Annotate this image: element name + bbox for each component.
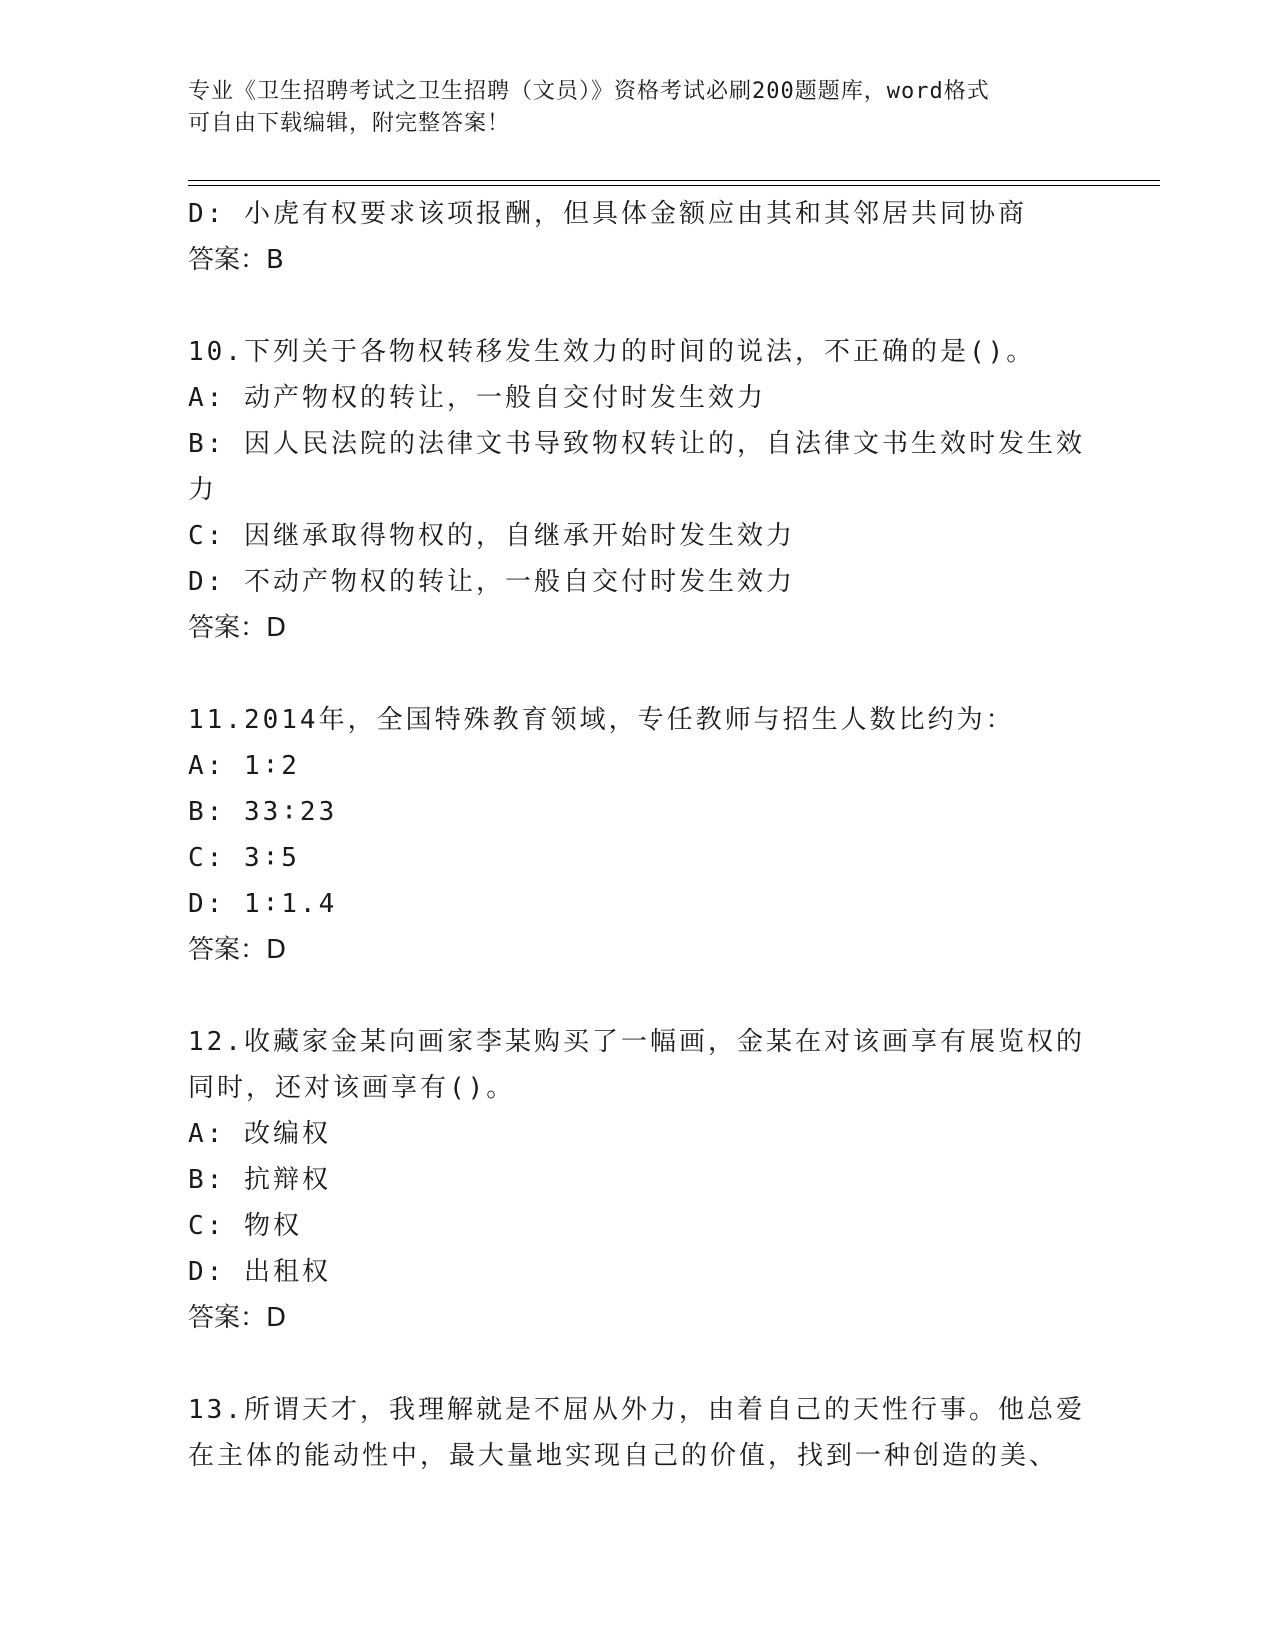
question-text: 11.2014年，全国特殊教育领域，专任教师与招生人数比约为：: [188, 705, 1015, 735]
option-b: B: 抗辩权: [188, 1165, 331, 1195]
question-block-12: [188, 1019, 1088, 1341]
option-c: C: 物权: [188, 1211, 302, 1241]
question-block-11: [188, 697, 1088, 973]
question-text: 10.下列关于各物权转移发生效力的时间的说法，不正确的是()。: [188, 337, 1036, 367]
answer-line: 答案：D: [188, 613, 287, 643]
spacer: [188, 973, 1088, 1019]
header-divider-bottom: [188, 185, 1160, 186]
question-block-13: [188, 1387, 1088, 1479]
option-b: B: 因人民法院的法律文书导致物权转让的，自法律文书生效时发生效力: [188, 429, 1085, 505]
answer-line: 答案：D: [188, 935, 287, 965]
document-header: [188, 76, 1068, 140]
question-text: 13.所谓天才，我理解就是不屈从外力，由着自己的天性行事。他总爱在主体的能动性中，最大量地实现自己的价值，找到一种创造的美、: [188, 1395, 1085, 1471]
option-a: A: 改编权: [188, 1119, 331, 1149]
option-d: D: 不动产物权的转让，一般自交付时发生效力: [188, 567, 795, 597]
document-body: [188, 191, 1088, 1479]
spacer: [188, 1341, 1088, 1387]
option-a: A: 动产物权的转让，一般自交付时发生效力: [188, 383, 766, 413]
spacer: [188, 651, 1088, 697]
answer-line: 答案：B: [188, 245, 284, 275]
question-block-9-tail: [188, 191, 1088, 283]
option-c: C: 因继承取得物权的，自继承开始时发生效力: [188, 521, 795, 551]
answer-line: 答案：D: [188, 1303, 287, 1333]
option-a: A: 1∶2: [188, 751, 300, 781]
spacer: [188, 283, 1088, 329]
option-d: D: 小虎有权要求该项报酬，但具体金额应由其和其邻居共同协商: [188, 199, 1027, 229]
option-b: B: 33∶23: [188, 797, 338, 827]
question-block-10: [188, 329, 1088, 651]
header-divider-top: [188, 180, 1160, 181]
option-d: D: 出租权: [188, 1257, 331, 1287]
header-line-1: 专业《卫生招聘考试之卫生招聘（文员）》资格考试必刷200题题库，word格式: [188, 79, 990, 104]
option-c: C: 3∶5: [188, 843, 300, 873]
header-line-2: 可自由下载编辑，附完整答案！: [188, 111, 511, 136]
question-text: 12.收藏家金某向画家李某购买了一幅画，金某在对该画享有展览权的同时，还对该画享有()。: [188, 1027, 1085, 1103]
option-d: D: 1∶1.4: [188, 889, 338, 919]
